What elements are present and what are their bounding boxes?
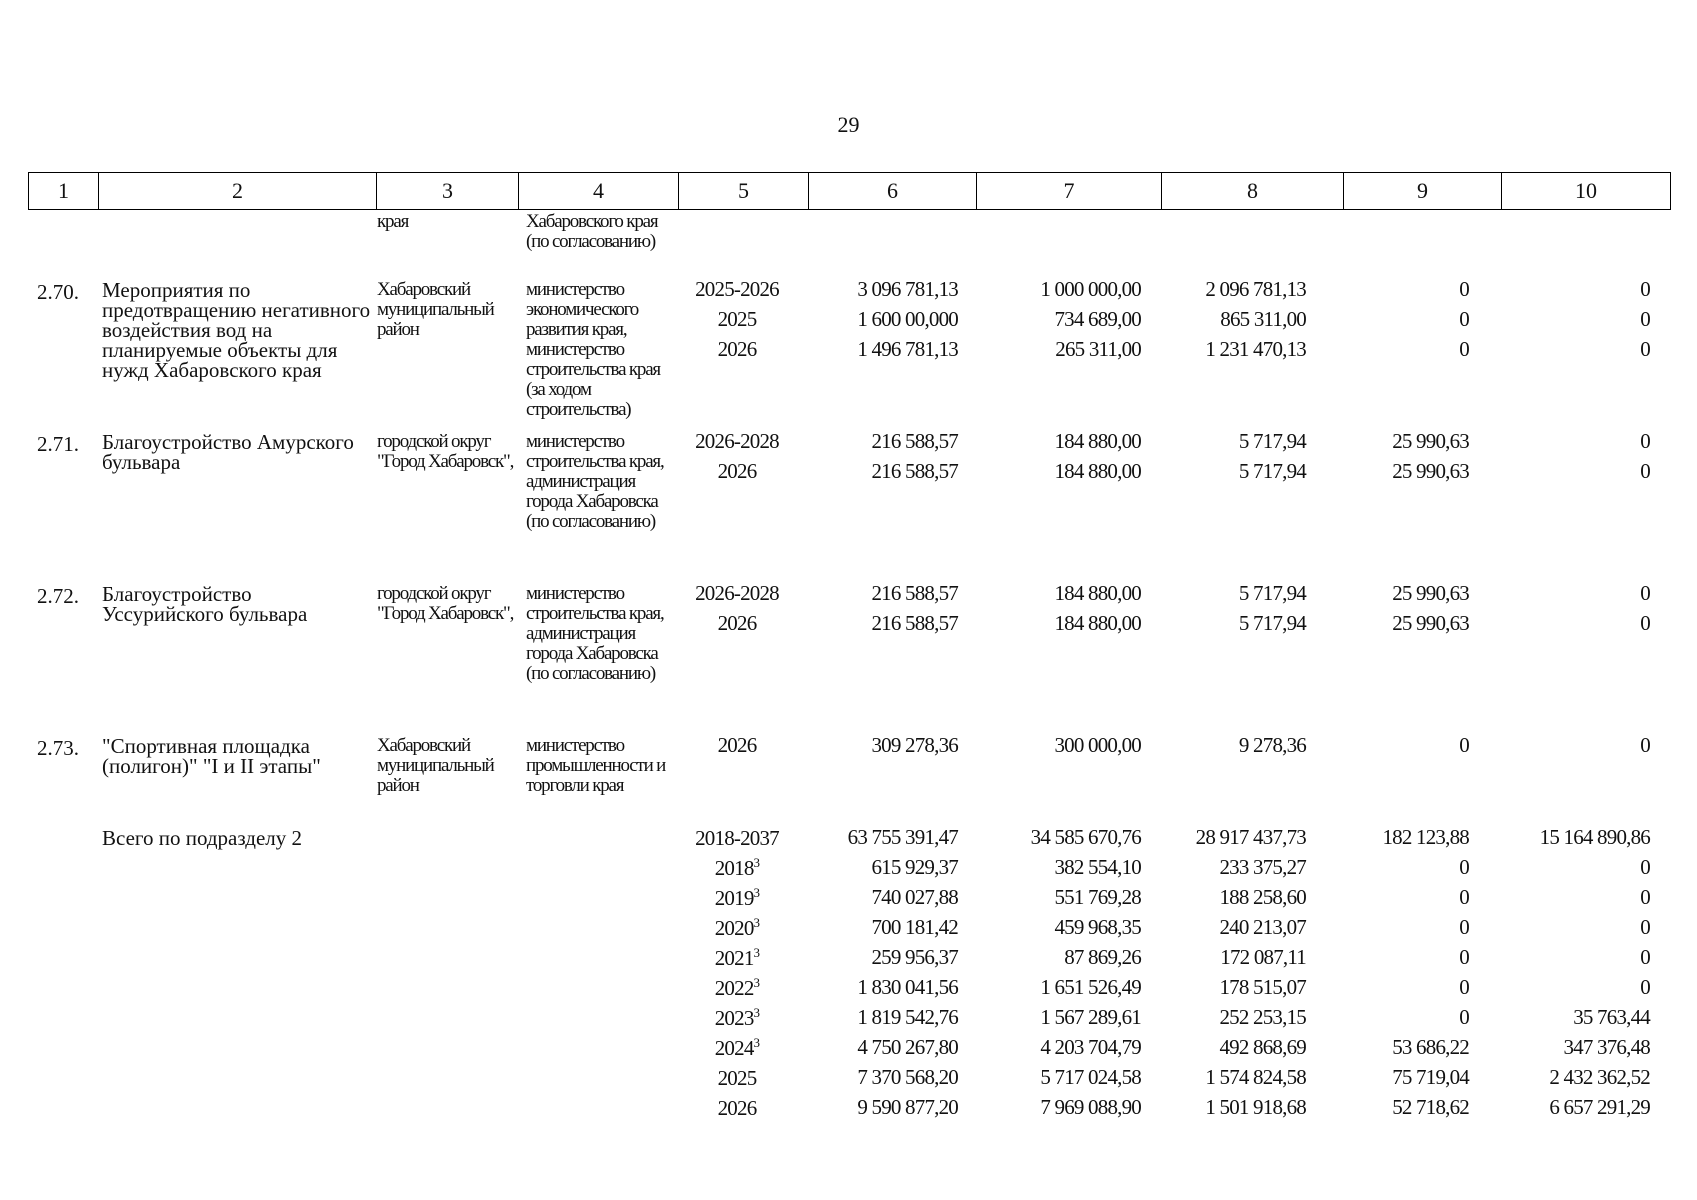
value-cell: 25 990,63 — [1392, 581, 1469, 605]
value-cell: 1 819 542,76 — [857, 1005, 958, 1029]
value-cell: 9 278,36 — [1238, 733, 1306, 757]
value-cell: 2 096 781,13 — [1205, 277, 1306, 301]
value-cell: 347 376,48 — [1563, 1035, 1650, 1059]
period-cell: 2025 — [717, 1066, 757, 1090]
period-cell: 2026-2028 — [695, 429, 779, 453]
value-cell: 178 515,07 — [1219, 975, 1306, 999]
value-cell: 5 717,94 — [1238, 429, 1306, 453]
value-cell: 233 375,27 — [1219, 855, 1306, 879]
value-cell: 865 311,00 — [1220, 307, 1306, 331]
continuation-territory: края — [377, 211, 409, 232]
value-cell: 300 000,00 — [1054, 733, 1141, 757]
value-cell: 0 — [1640, 915, 1650, 939]
value-cell: 15 164 890,86 — [1539, 825, 1650, 849]
value-cell: 52 718,62 — [1392, 1095, 1469, 1119]
value-cell: 0 — [1640, 581, 1650, 605]
value-cell: 182 123,88 — [1382, 825, 1469, 849]
value-cell: 5 717,94 — [1238, 611, 1306, 635]
value-cell: 7 969 088,90 — [1040, 1095, 1141, 1119]
total-line — [0, 915, 1697, 945]
value-cell: 184 880,00 — [1054, 611, 1141, 635]
value-cell: 265 311,00 — [1055, 337, 1141, 361]
item-executor: министерство строительства края, администрация города Хабаровска (по согласованию) — [526, 431, 664, 532]
value-cell: 0 — [1640, 277, 1650, 301]
value-cell: 615 929,37 — [871, 855, 958, 879]
funding-line — [0, 337, 1697, 367]
column-header-10: 10 — [1502, 173, 1671, 210]
value-cell: 1 567 289,61 — [1040, 1005, 1141, 1029]
period-cell: 2025-2026 — [695, 277, 779, 301]
period-cell: 2026 — [717, 337, 757, 361]
value-cell: 28 917 437,73 — [1195, 825, 1306, 849]
total-line — [0, 945, 1697, 975]
value-cell: 216 588,57 — [871, 459, 958, 483]
value-cell: 3 096 781,13 — [857, 277, 958, 301]
item-territory: городской округ "Город Хабаровск", — [377, 431, 514, 472]
value-cell: 34 585 670,76 — [1030, 825, 1141, 849]
value-cell: 53 686,22 — [1392, 1035, 1469, 1059]
value-cell: 25 990,63 — [1392, 459, 1469, 483]
item-name: Мероприятия по предотвращению негативного воздействия вод на планируемые объекты для нужд Хабаровского края — [102, 278, 371, 382]
period-cell: 2026 — [717, 611, 757, 635]
total-line — [0, 885, 1697, 915]
value-cell: 1 496 781,13 — [857, 337, 958, 361]
column-header-4: 4 — [519, 173, 679, 210]
column-header-6: 6 — [809, 173, 977, 210]
item-executor: министерство экономического развития края, министерство строительства края (за ходом строительства) — [526, 279, 660, 420]
value-cell: 0 — [1640, 733, 1650, 757]
value-cell: 0 — [1640, 975, 1650, 999]
value-cell: 309 278,36 — [871, 733, 958, 757]
value-cell: 0 — [1640, 855, 1650, 879]
value-cell: 1 651 526,49 — [1040, 975, 1141, 999]
value-cell: 63 755 391,47 — [847, 825, 958, 849]
value-cell: 259 956,37 — [871, 945, 958, 969]
value-cell: 6 657 291,29 — [1549, 1095, 1650, 1119]
total-line — [0, 975, 1697, 1005]
item-number: 2.70. — [37, 280, 79, 304]
value-cell: 0 — [1640, 611, 1650, 635]
value-cell: 0 — [1640, 337, 1650, 361]
column-header-7: 7 — [977, 173, 1162, 210]
value-cell: 0 — [1459, 733, 1469, 757]
funding-line — [0, 581, 1697, 611]
value-cell: 0 — [1640, 307, 1650, 331]
value-cell: 0 — [1459, 855, 1469, 879]
value-cell: 184 880,00 — [1054, 581, 1141, 605]
value-cell: 0 — [1459, 885, 1469, 909]
value-cell: 0 — [1640, 429, 1650, 453]
period-cell: 2026-2028 — [695, 581, 779, 605]
period-cell: 2021$^3$ — [714, 945, 760, 970]
period-cell: 2019$^3$ — [714, 885, 760, 910]
funding-line — [0, 459, 1697, 489]
total-line — [0, 855, 1697, 885]
period-cell: 2018-2037 — [695, 826, 779, 850]
value-cell: 0 — [1459, 915, 1469, 939]
value-cell: 240 213,07 — [1219, 915, 1306, 939]
value-cell: 1 574 824,58 — [1205, 1065, 1306, 1089]
value-cell: 9 590 877,20 — [857, 1095, 958, 1119]
value-cell: 35 763,44 — [1573, 1005, 1650, 1029]
column-header-9: 9 — [1344, 173, 1502, 210]
value-cell: 252 253,15 — [1219, 1005, 1306, 1029]
item-territory: Хабаровский муниципальный район — [377, 279, 494, 340]
value-cell: 382 554,10 — [1054, 855, 1141, 879]
funding-line — [0, 277, 1697, 307]
value-cell: 459 968,35 — [1054, 915, 1141, 939]
item-territory: Хабаровский муниципальный район — [377, 735, 494, 796]
value-cell: 7 370 568,20 — [857, 1065, 958, 1089]
item-name: "Спортивная площадка (полигон)" "I и II этапы" — [102, 734, 321, 778]
value-cell: 0 — [1640, 885, 1650, 909]
value-cell: 216 588,57 — [871, 581, 958, 605]
funding-line — [0, 733, 1697, 763]
value-cell: 492 868,69 — [1219, 1035, 1306, 1059]
value-cell: 5 717,94 — [1238, 581, 1306, 605]
period-cell: 2026 — [717, 733, 757, 757]
value-cell: 2 432 362,52 — [1549, 1065, 1650, 1089]
item-name: Благоустройство Амурского бульвара — [102, 430, 354, 474]
item-number: 2.73. — [37, 736, 79, 760]
item-number: 2.72. — [37, 584, 79, 608]
total-line — [0, 1095, 1697, 1125]
value-cell: 87 869,26 — [1064, 945, 1141, 969]
column-header-5: 5 — [679, 173, 809, 210]
item-name: Благоустройство Уссурийского бульвара — [102, 582, 308, 626]
total-line — [0, 1005, 1697, 1035]
column-header-1: 1 — [29, 173, 99, 210]
funding-line — [0, 429, 1697, 459]
value-cell: 0 — [1640, 459, 1650, 483]
continuation-executor: Хабаровского края (по согласованию) — [526, 211, 658, 252]
total-line — [0, 1035, 1697, 1065]
value-cell: 4 750 267,80 — [857, 1035, 958, 1059]
value-cell: 4 203 704,79 — [1040, 1035, 1141, 1059]
column-header-2: 2 — [99, 173, 377, 210]
value-cell: 5 717 024,58 — [1040, 1065, 1141, 1089]
item-executor: министерство строительства края, администрация города Хабаровска (по согласованию) — [526, 583, 664, 684]
value-cell: 184 880,00 — [1054, 459, 1141, 483]
item-territory: городской округ "Город Хабаровск", — [377, 583, 514, 624]
value-cell: 1 600 00,000 — [857, 307, 958, 331]
value-cell: 1 231 470,13 — [1205, 337, 1306, 361]
value-cell: 1 000 000,00 — [1040, 277, 1141, 301]
value-cell: 75 719,04 — [1392, 1065, 1469, 1089]
value-cell: 25 990,63 — [1392, 429, 1469, 453]
period-cell: 2025 — [717, 307, 757, 331]
value-cell: 0 — [1459, 337, 1469, 361]
value-cell: 172 087,11 — [1220, 945, 1306, 969]
period-cell: 2018$^3$ — [714, 855, 760, 880]
period-cell: 2026 — [717, 459, 757, 483]
value-cell: 0 — [1459, 307, 1469, 331]
funding-line — [0, 611, 1697, 641]
item-number: 2.71. — [37, 432, 79, 456]
value-cell: 0 — [1459, 277, 1469, 301]
value-cell: 740 027,88 — [871, 885, 958, 909]
value-cell: 5 717,94 — [1238, 459, 1306, 483]
value-cell: 184 880,00 — [1054, 429, 1141, 453]
column-header-3: 3 — [377, 173, 519, 210]
value-cell: 1 501 918,68 — [1205, 1095, 1306, 1119]
page-number: 29 — [837, 112, 860, 137]
period-cell: 2023$^3$ — [714, 1005, 760, 1030]
period-cell: 2024$^3$ — [714, 1035, 760, 1060]
total-line — [0, 1065, 1697, 1095]
period-cell: 2026 — [717, 1096, 757, 1120]
total-line — [0, 825, 1697, 855]
period-cell: 2020$^3$ — [714, 915, 760, 940]
value-cell: 700 181,42 — [871, 915, 958, 939]
funding-line — [0, 307, 1697, 337]
value-cell: 1 830 041,56 — [857, 975, 958, 999]
value-cell: 734 689,00 — [1054, 307, 1141, 331]
value-cell: 0 — [1459, 945, 1469, 969]
item-executor: министерство промышленности и торговли края — [526, 735, 666, 796]
value-cell: 0 — [1640, 945, 1650, 969]
column-header-8: 8 — [1162, 173, 1344, 210]
value-cell: 0 — [1459, 1005, 1469, 1029]
period-cell: 2022$^3$ — [714, 975, 760, 1000]
value-cell: 551 769,28 — [1054, 885, 1141, 909]
value-cell: 25 990,63 — [1392, 611, 1469, 635]
column-header-row — [28, 172, 1671, 210]
value-cell: 216 588,57 — [871, 611, 958, 635]
value-cell: 216 588,57 — [871, 429, 958, 453]
total-label: Всего по подразделу 2 — [102, 826, 303, 850]
value-cell: 0 — [1459, 975, 1469, 999]
value-cell: 188 258,60 — [1219, 885, 1306, 909]
